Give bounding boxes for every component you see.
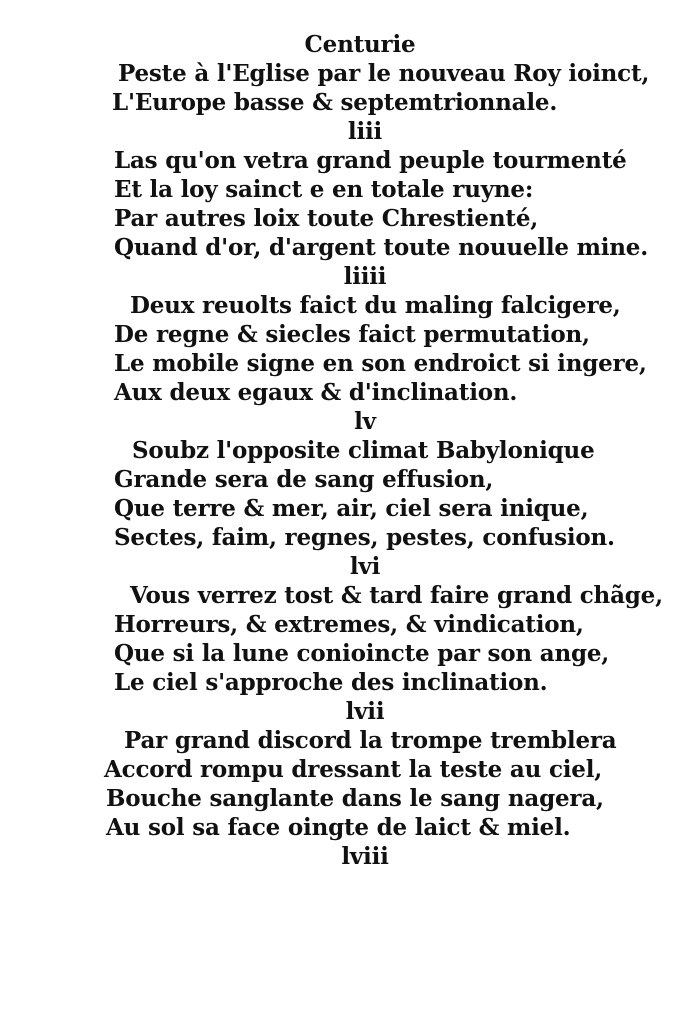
- verse-line: Vous verrez tost & tard faire grand chãge,: [130, 582, 663, 609]
- verse-line: Bouche sanglante dans le sang nagera,: [106, 785, 604, 812]
- verse-line: Horreurs, & extremes, & vindication,: [114, 611, 584, 638]
- verse-line: Grande sera de sang effusion,: [114, 466, 494, 493]
- quatrain-number: liiii: [343, 263, 387, 290]
- verse-line: Soubz l'opposite climat Babylonique: [132, 437, 595, 464]
- verse-line: Accord rompu dressant la teste au ciel,: [104, 756, 603, 783]
- page-text: [100, 30, 663, 871]
- verse-line: Le ciel s'approche des inclination.: [114, 669, 548, 696]
- quatrain-number: lvi: [349, 553, 381, 580]
- verse-line: Deux reuolts faict du maling falcigere,: [130, 292, 621, 319]
- page-header: Centurie: [304, 31, 416, 58]
- quatrain-number: lviii: [341, 843, 389, 870]
- verse-line: Aux deux egaux & d'inclination.: [114, 379, 518, 406]
- verse-line: Quand d'or, d'argent toute nouuelle mine.: [114, 234, 649, 261]
- quatrain-number: lvii: [345, 698, 385, 725]
- verse-line: Sectes, faim, regnes, pestes, confusion.: [114, 524, 615, 551]
- verse-line: Que terre & mer, air, ciel sera inique,: [114, 495, 589, 522]
- verse-line: L'Europe basse & septemtrionnale.: [112, 89, 558, 116]
- verse-line: Par autres loix toute Chrestienté,: [114, 205, 539, 232]
- quatrain-number: lv: [354, 408, 376, 435]
- verse-line: Peste à l'Eglise par le nouveau Roy ioinct,: [118, 60, 650, 87]
- verse-line: Au sol sa face oingte de laict & miel.: [106, 814, 571, 841]
- verse-line: Las qu'on vetra grand peuple tourmenté: [114, 147, 627, 174]
- verse-line: De regne & siecles faict permutation,: [114, 321, 590, 348]
- verse-line: Que si la lune conioincte par son ange,: [114, 640, 610, 667]
- verse-line: Par grand discord la trompe tremblera: [124, 727, 617, 754]
- verse-line: Le mobile signe en son endroict si ingere,: [114, 350, 647, 377]
- quatrain-number: liii: [347, 118, 383, 145]
- verse-line: Et la loy sainct e en totale ruyne:: [114, 176, 534, 203]
